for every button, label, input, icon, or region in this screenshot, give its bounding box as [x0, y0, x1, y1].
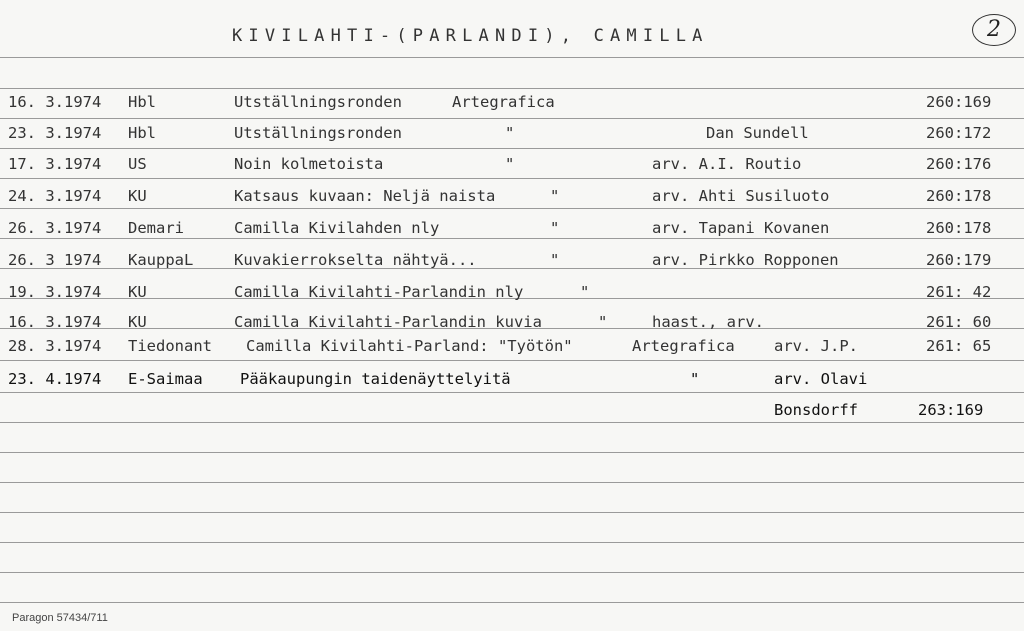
entry-title: Katsaus kuvaan: Neljä naista — [234, 187, 496, 205]
entry-ditto: " — [505, 155, 515, 173]
entry-source: Tiedonant — [128, 337, 212, 355]
entry-date: 23. 3.1974 — [8, 124, 102, 142]
entry-row — [0, 283, 1024, 303]
entry-date: 19. 3.1974 — [8, 283, 102, 301]
entry-reviewer: arv. A.I. Routio — [652, 155, 802, 173]
entry-row — [0, 337, 1024, 357]
rule-line — [0, 208, 1024, 209]
entry-source: E-Saimaa — [128, 370, 203, 388]
entry-row — [0, 155, 1024, 175]
entry-reviewer: arv. Tapani Kovanen — [652, 219, 830, 237]
rule-line — [0, 178, 1024, 179]
rule-line — [0, 118, 1024, 119]
rule-line — [0, 572, 1024, 573]
entry-extra: Artegrafica — [452, 93, 555, 111]
entry-reviewer: arv. Ahti Susiluoto — [652, 187, 830, 205]
entry-ditto: " — [550, 219, 560, 237]
entry-ref: 260:178 — [926, 219, 992, 237]
entry-source: KauppaL — [128, 251, 194, 269]
card-number-circle: 2 — [972, 14, 1016, 46]
rule-line — [0, 392, 1024, 393]
entry-ref: 261: 42 — [926, 283, 992, 301]
entry-title: Camilla Kivilahti-Parlandin kuvia — [234, 313, 542, 331]
entry-source: Hbl — [128, 93, 156, 111]
entry-row — [0, 401, 1024, 421]
rule-line — [0, 482, 1024, 483]
entry-row — [0, 370, 1024, 390]
entry-ditto: " — [690, 370, 700, 388]
entry-source: KU — [128, 187, 147, 205]
entry-ditto: " — [580, 283, 590, 301]
entry-date: 23. 4.1974 — [8, 370, 102, 388]
entry-reviewer: Bonsdorff — [774, 401, 858, 419]
entry-ref: 260:178 — [926, 187, 992, 205]
entry-title: Utställningsronden — [234, 93, 402, 111]
entry-ref: 263:169 — [918, 401, 984, 419]
entry-reviewer: haast., arv. — [652, 313, 764, 331]
entry-row — [0, 219, 1024, 239]
entry-title: Pääkaupungin taidenäyttelyitä — [240, 370, 511, 388]
entry-title: Kuvakierrokselta nähtyä... — [234, 251, 477, 269]
rule-line — [0, 360, 1024, 361]
rule-line — [0, 148, 1024, 149]
entry-ref: 261: 60 — [926, 313, 992, 331]
rule-line — [0, 88, 1024, 89]
rule-line — [0, 542, 1024, 543]
entry-ditto: " — [550, 187, 560, 205]
entry-reviewer: arv. Pirkko Ropponen — [652, 251, 839, 269]
entry-ref: 260:172 — [926, 124, 992, 142]
entry-reviewer: Dan Sundell — [706, 124, 809, 142]
entry-title: Noin kolmetoista — [234, 155, 384, 173]
entry-extra: Artegrafica — [632, 337, 735, 355]
rule-line — [0, 57, 1024, 58]
print-mark: Paragon 57434/711 — [12, 612, 108, 624]
entry-ref: 260:176 — [926, 155, 992, 173]
entry-date: 26. 3.1974 — [8, 219, 102, 237]
entry-reviewer: arv. J.P. — [774, 337, 858, 355]
entry-ditto: " — [550, 251, 560, 269]
entry-ditto: " — [505, 124, 515, 142]
entry-row — [0, 251, 1024, 271]
entry-title: Camilla Kivilahti-Parland: "Työtön" — [246, 337, 573, 355]
entry-ditto: " — [598, 313, 608, 331]
entry-date: 16. 3.1974 — [8, 313, 102, 331]
entry-date: 16. 3.1974 — [8, 93, 102, 111]
entry-date: 24. 3.1974 — [8, 187, 102, 205]
entry-ref: 260:179 — [926, 251, 992, 269]
entry-source: KU — [128, 313, 147, 331]
entry-date: 28. 3.1974 — [8, 337, 102, 355]
entry-row — [0, 313, 1024, 333]
rule-line — [0, 512, 1024, 513]
entry-ref: 261: 65 — [926, 337, 992, 355]
entry-source: Hbl — [128, 124, 156, 142]
rule-line — [0, 452, 1024, 453]
entry-reviewer: arv. Olavi — [774, 370, 868, 388]
entry-source: KU — [128, 283, 147, 301]
entry-date: 17. 3.1974 — [8, 155, 102, 173]
entry-title: Camilla Kivilahden nly — [234, 219, 440, 237]
entry-date: 26. 3 1974 — [8, 251, 102, 269]
entry-source: US — [128, 155, 147, 173]
entry-title: Camilla Kivilahti-Parlandin nly — [234, 283, 524, 301]
entry-row — [0, 124, 1024, 144]
entry-title: Utställningsronden — [234, 124, 402, 142]
card-header: KIVILAHTI-(PARLANDI), CAMILLA — [232, 26, 709, 46]
rule-line — [0, 602, 1024, 603]
entry-source: Demari — [128, 219, 184, 237]
rule-line — [0, 422, 1024, 423]
entry-row — [0, 93, 1024, 113]
entry-row — [0, 187, 1024, 207]
entry-ref: 260:169 — [926, 93, 992, 111]
